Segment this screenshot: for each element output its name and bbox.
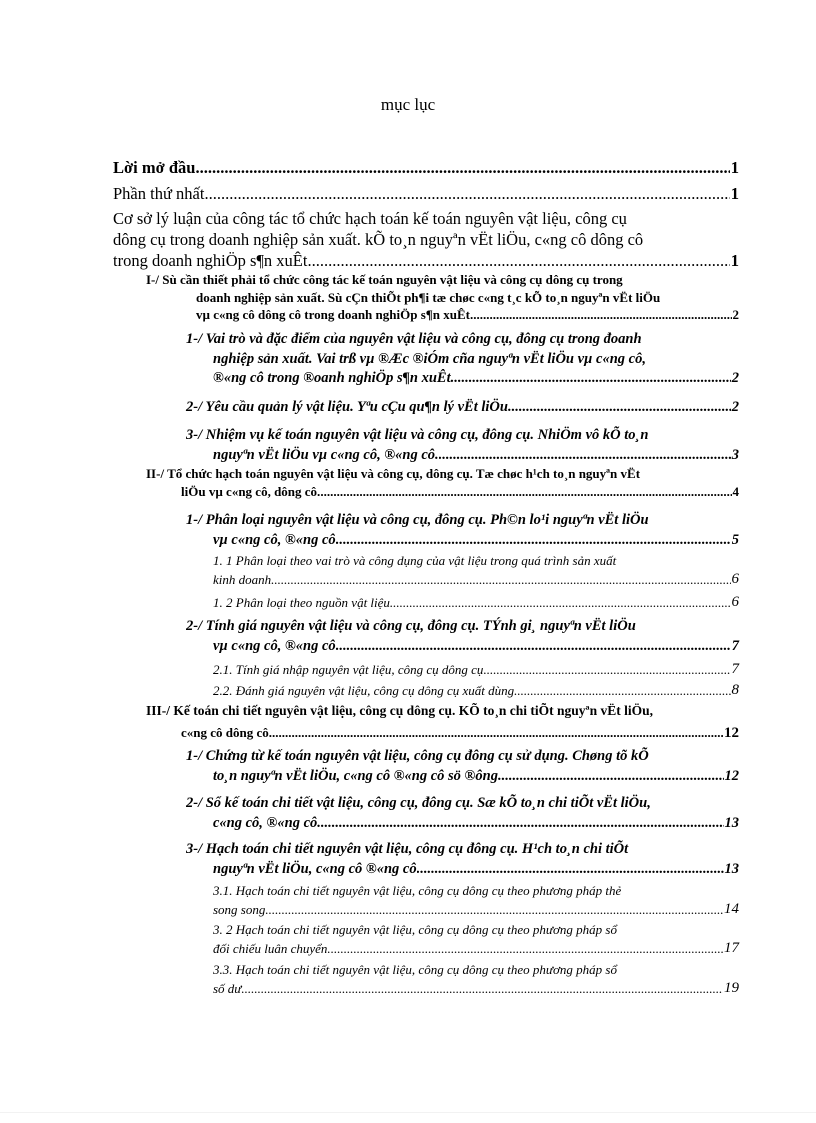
toc-page-number: 1 xyxy=(730,184,739,203)
toc-entry-1-2[interactable] xyxy=(186,398,739,418)
toc-page-number: 12 xyxy=(724,767,739,784)
toc-entry-3-3-1[interactable] xyxy=(213,881,739,919)
toc-page-number: 8 xyxy=(731,682,739,698)
toc-page-number: 5 xyxy=(731,531,739,548)
toc-entry-2-1-1[interactable] xyxy=(213,551,739,589)
toc-page-number: 6 xyxy=(731,594,739,610)
toc-entry-title: ®«ng cô trong ®oanh nghiÖp s¶n xuÊt. xyxy=(213,370,455,386)
toc-entry-line: 2-/ Tính giá nguyên vật liệu và công cụ, đông cụ. TÝnh gi¸ nguyªn vËt liÖu xyxy=(186,618,636,634)
toc-entry-1-1[interactable] xyxy=(186,330,739,389)
toc-entry-title: đối chiếu luân chuyển. xyxy=(213,941,331,956)
toc-entry-section-1[interactable] xyxy=(146,271,739,324)
toc-entry-2-1-2[interactable] xyxy=(213,593,739,612)
toc-page-number: 1 xyxy=(730,251,739,270)
toc-entry-title: 1. 2 Phân loại theo nguồn vật liệu. xyxy=(213,595,394,610)
toc-page-number: 2 xyxy=(732,307,739,322)
toc-page-number: 19 xyxy=(724,980,739,996)
toc-entry-line: nghiệp sản xuất. Vai trß vµ ®Æc ®iÓm cña nguyªn vËt liÖu vµ c«ng cô, xyxy=(213,350,646,367)
toc-entry-line: 2-/ Sổ kế toán chi tiết vật liệu, công cụ, đông cụ. Sæ kÕ to¸n chi tiÕt vËt liÖu, xyxy=(186,795,651,811)
toc-page-number: 6 xyxy=(731,571,739,587)
toc-entry-3-2[interactable] xyxy=(186,794,739,833)
toc-entry-title: vµ c«ng cô dông cô trong doanh nghiÖp s¶n xuÊt. xyxy=(196,307,474,322)
toc-entry-line: 1-/ Phân loại nguyên vật liệu và công cụ, đông cụ. Ph©n lo¹i nguyªn vËt liÖu xyxy=(186,512,649,528)
toc-entry-line: 1-/ Vai trò và đặc điểm của nguyên vật liệu và công cụ, đông cụ trong đoanh xyxy=(186,331,642,347)
toc-entry-theory[interactable] xyxy=(113,208,739,271)
toc-page-number: 3 xyxy=(731,446,739,463)
page-bottom-divider xyxy=(0,1112,816,1113)
toc-entry-3-3-3[interactable] xyxy=(213,960,739,998)
toc-entry-2-2-2[interactable] xyxy=(213,681,739,700)
toc-entry-line: doanh nghiệp sản xuất. Sù cÇn thiÕt ph¶i tæ chøc c«ng t¸c kÕ to¸n nguyªn vËt liÖu xyxy=(196,289,661,305)
toc-page-number: 7 xyxy=(731,661,739,677)
toc-entry-title: to¸n nguyªn vËt liÖu, c«ng cô ®«ng cô sö ®ông xyxy=(213,767,498,784)
toc-entry-line: 3.3. Hạch toán chi tiết nguyên vật liệu, công cụ dông cụ theo phương pháp sổ xyxy=(213,962,617,977)
toc-entry-title: c«ng cô dông cô. xyxy=(181,724,272,740)
toc-entry-2-2[interactable] xyxy=(186,617,739,656)
toc-entry-preface[interactable] xyxy=(113,157,739,178)
toc-entry-1-3[interactable] xyxy=(186,426,739,465)
toc-entry-line: 3-/ Hạch toán chi tiết nguyên vật liệu, công cụ đông cụ. H¹ch to¸n chi tiÕt xyxy=(186,841,629,857)
toc-entry-line: dông cụ trong doanh nghiệp sản xuất. kÕ to¸n nguyªn vËt liÖu, c«ng cô dông cô xyxy=(113,230,644,249)
toc-entry-line: 1. 1 Phân loại theo vai trò và công dụng của vật liệu trong quá trình sản xuất xyxy=(213,553,617,568)
toc-entry-line: I-/ Sù cần thiết phải tổ chức công tác kế toán nguyên vật liệu và công cụ dông cụ trong xyxy=(146,272,623,287)
toc-entry-title: kinh doanh xyxy=(213,572,272,587)
toc-entry-3-1[interactable] xyxy=(186,747,739,786)
toc-entry-title: trong doanh nghiÖp s¶n xuÊt. xyxy=(113,251,312,270)
toc-entry-line: 3. 2 Hạch toán chi tiết nguyên vật liệu, công cụ dông cụ theo phương pháp sổ xyxy=(213,922,617,937)
toc-page-number: 4 xyxy=(732,483,739,499)
toc-entry-title: 2.2. Đánh giá nguyên vật liệu, công cụ dông cụ xuất dùng. xyxy=(213,683,518,698)
toc-entry-title: c«ng cô, ®«ng cô. xyxy=(213,814,321,831)
toc-entry-3-3-2[interactable] xyxy=(213,920,739,958)
toc-page-number: 2 xyxy=(731,370,739,386)
toc-entry-title: vµ c«ng cô, ®«ng cô xyxy=(213,637,336,654)
toc-page-number: 13 xyxy=(724,814,739,831)
toc-page-number: 13 xyxy=(724,860,739,877)
toc-entry-title: 2.1. Tính giá nhập nguyên vật liệu, công cụ dông cụ xyxy=(213,662,484,677)
toc-page-number: 2 xyxy=(731,399,739,415)
toc-entry-section-2[interactable] xyxy=(146,465,739,500)
toc-page-number: 1 xyxy=(730,158,739,177)
toc-page-number: 17 xyxy=(724,940,739,956)
toc-entry-line: 3-/ Nhiệm vụ kế toán nguyên vật liệu và công cụ, đông cụ. NhiÖm vô kÕ to¸n xyxy=(186,427,649,443)
toc-entry-3-3[interactable] xyxy=(186,840,739,879)
toc-entry-title: nguyªn vËt liÖu, c«ng cô ®«ng cô xyxy=(213,860,417,877)
toc-page-number: 7 xyxy=(731,637,739,654)
toc-entry-title: nguyªn vËt liÖu vµ c«ng cô, ®«ng cô. xyxy=(213,446,439,463)
toc-entry-line: II-/ Tổ chức hạch toán nguyên vật liệu và công cụ, dông cụ. Tæ chøc h¹ch to¸n nguyªn vËt xyxy=(146,466,641,481)
toc-entry-part-one[interactable] xyxy=(113,183,739,204)
toc-entry-title: 2-/ Yêu cầu quản lý vật liệu. Yªu cÇu qu¶n lý vËt liÖu xyxy=(186,399,508,415)
toc-page-number: 14 xyxy=(724,901,739,917)
toc-entry-line: III-/ Kế toán chi tiết nguyên vật liệu, công cụ dông cụ. KÕ to¸n chi tiÕt nguyªn vËt liÖu, xyxy=(146,703,653,718)
toc-entry-title: số dư. xyxy=(213,981,245,996)
toc-entry-title: Phần thứ nhất xyxy=(113,184,205,203)
toc-entry-title: song song. xyxy=(213,902,269,917)
toc-entry-2-2-1[interactable] xyxy=(213,660,739,679)
toc-entry-title: Lời mở đầu xyxy=(113,158,196,177)
toc-entry-line: 1-/ Chứng từ kế toán nguyên vật liệu, công cụ đông cụ sử dụng. Chøng tõ kÕ xyxy=(186,748,649,764)
toc-entry-title: vµ c«ng cô, ®«ng cô xyxy=(213,531,336,548)
toc-entry-line: Cơ sở lý luận của công tác tổ chức hạch toán kế toán nguyên vật liệu, công cụ xyxy=(113,209,627,228)
page-title: mục lục xyxy=(380,95,436,114)
toc-entry-2-1[interactable] xyxy=(186,511,739,550)
toc-entry-line: 3.1. Hạch toán chi tiết nguyên vật liệu, công cụ dông cụ theo phương pháp thẻ xyxy=(213,883,622,898)
toc-entry-section-3[interactable] xyxy=(146,702,739,746)
toc-page-number: 12 xyxy=(724,724,739,741)
toc-entry-title: liÖu vµ c«ng cô, dông cô. xyxy=(181,483,321,499)
